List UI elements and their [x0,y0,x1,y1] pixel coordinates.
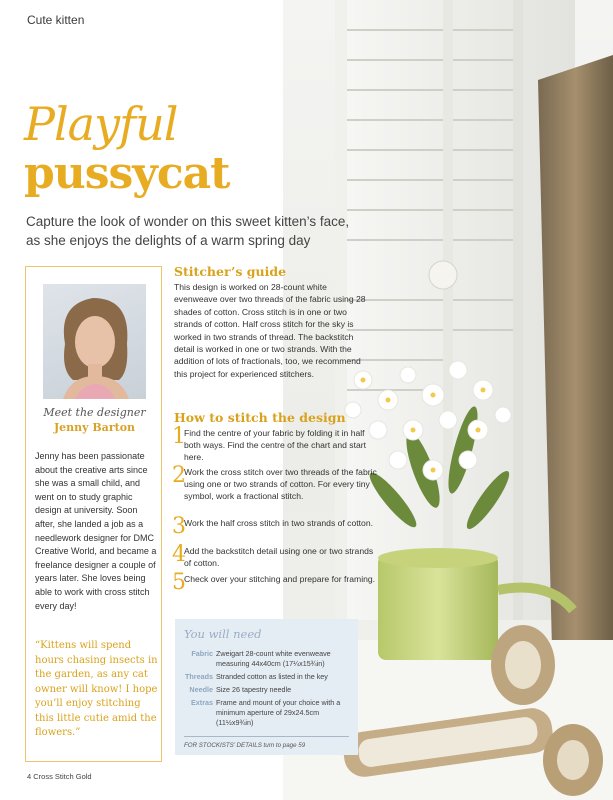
designer-bio: Jenny has been passionate about the creative arts since she was a small child, and went on to study graphic design at university. Soon after, she landed a job as a needlework designer for DMC Creative World, and became a freelance designer a couple of years later. She loves being able to work with cross stitch every day! [35,451,157,611]
need-label: Fabric [191,649,213,658]
need-value: Frame and mount of your choice with a minimum aperture of 29x24.5cm (11½x9¾in) [216,698,341,727]
step-number: 1 [172,424,186,449]
section-label: Cute kitten [27,13,85,27]
stitchers-guide-body: This design is worked on 28-count white evenweave over two threads of the fabric using 28 shades of cotton. Cross stitch is in one or two strands of cotton. Half cross stitch for the sky is worked in two strands of thread. The backstitch detail is worked in one or two strands. With the addition of lots of fractionals, too, we recommend this project for experienced stitchers. [174,282,366,379]
meet-designer-label: Meet the designer [43,406,146,419]
you-will-need-box [175,619,358,755]
title-line-1: Playful [24,97,178,151]
you-will-need-heading: You will need [184,627,262,641]
step-text: Add the backstitch detail using one or two strands of cotton. [184,546,374,568]
stitchers-guide-heading: Stitcher’s guide [174,264,287,279]
need-label: Threads [185,672,213,681]
need-value: Zweigart 28-count white evenweave measuring 44x40cm (17¼x15¾in) [216,649,331,668]
step-text: Check over your stitching and prepare for framing. [184,574,376,584]
designer-quote: “Kittens will spend hours chasing insects in the garden, as any cat owner will know! I hope you’ll enjoy stitching this little cutie amid the flowers.” [35,640,158,738]
need-label: Needle [189,685,213,694]
designer-portrait [43,284,146,399]
title-line-2: pussycat [24,148,230,199]
designer-box [25,266,162,762]
designer-name: Jenny Barton [53,421,136,434]
portrait-illustration [43,284,146,399]
intro-text: Capture the look of wonder on this sweet kitten’s face, as she enjoys the delights of a warm spring day [26,214,350,248]
step-text: Work the cross stitch over two threads of the fabric using one or two strands of cotton. For every tiny symbol, work a fractional stitch. [184,467,377,501]
need-value: Stranded cotton as listed in the key [216,672,328,681]
step-number: 3 [172,514,186,539]
step-text: Find the centre of your fabric by folding it in half both ways. Find the centre of the chart and start here. [184,428,367,462]
step-text: Work the half cross stitch in two strands of cotton. [184,518,373,528]
step-number: 5 [172,570,186,595]
step-number: 2 [172,463,186,488]
need-value: Size 26 tapestry needle [216,685,292,694]
divider [184,736,349,737]
step-number: 4 [172,542,186,567]
page-footer: 4 Cross Stitch Gold [27,772,92,781]
stockists-note: FOR STOCKISTS’ DETAILS turn to page 59 [184,742,306,749]
need-label: Extras [191,698,213,707]
how-to-heading: How to stitch the design [174,410,346,425]
